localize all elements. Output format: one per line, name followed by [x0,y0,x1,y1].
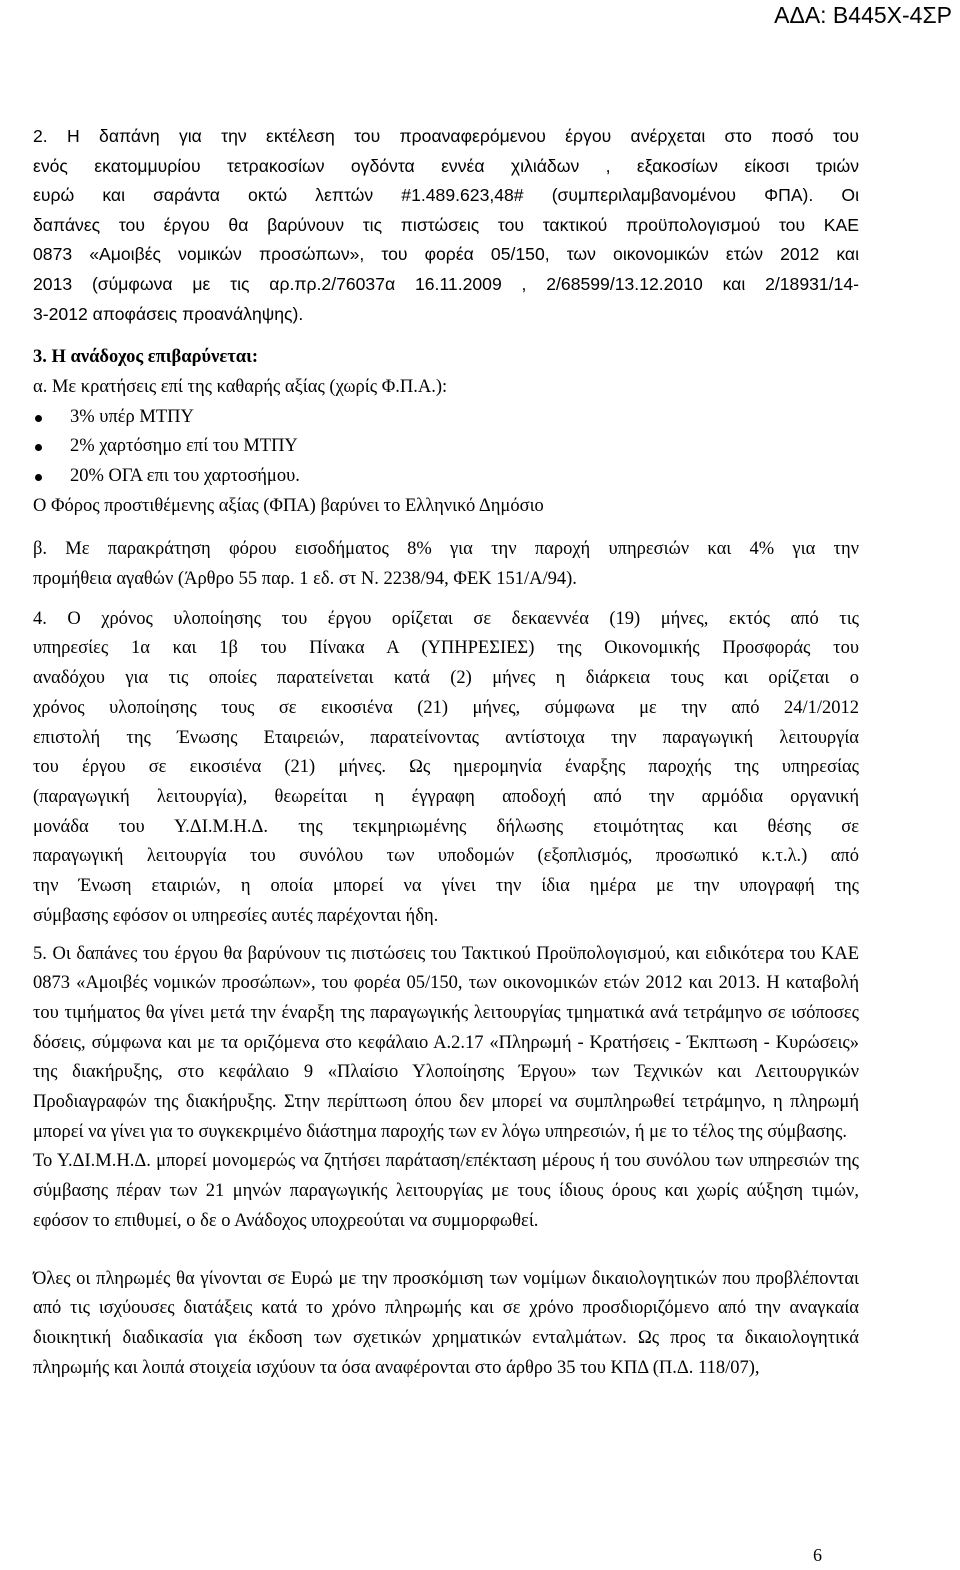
document-body [33,122,859,1383]
section-2-line: 3-2012 αποφάσεις προανάληψης). [33,303,304,324]
bullet-icon [35,444,42,451]
bullet-icon [35,474,42,481]
section-2-line: 2. Η δαπάνη για την εκτέλεση του προαναφερόμενου έργου ανέρχεται στο ποσό του [33,126,859,146]
list-item: 2% χαρτόσημο επί του ΜΤΠΥ [33,432,859,462]
vat-line: Ο Φόρος προστιθέμενης αξίας (ΦΠΑ) βαρύνει το Ελληνικό Δημόσιο [33,495,544,516]
section-2-line: ενός εκατομμυρίου τετρακοσίων ογδόντα εννέα χιλιάδων , εξακοσίων είκοσι τριών [33,155,859,176]
deductions-list [33,403,859,492]
page-number: 6 [813,1545,822,1565]
section-4-line: υπηρεσίες 1α και 1β του Πίνακα Α (ΥΠΗΡΕΣΙΕΣ) της Οικονομικής Προσφοράς του [33,638,859,659]
section-4-line: 4. Ο χρόνος υλοποίησης του έργου ορίζεται σε δεκαεννέα (19) μήνες, εκτός από τις [33,608,859,629]
section-3-heading: 3. Η ανάδοχος επιβαρύνεται: [33,347,259,368]
section-4-line: την Ένωση εταιριών, η οποία μπορεί να γίνει την ίδια ημέρα με την υπογραφή της [33,876,859,897]
section-3a-intro: α. Με κρατήσεις επί της καθαρής αξίας (χωρίς Φ.Π.Α.): [33,376,448,397]
section-2-line: δαπάνες του έργου θα βαρύνουν τις πιστώσεις του τακτικού προϋπολογισμού του ΚΑΕ [33,214,859,235]
section-3b-line: προμήθεια αγαθών (Άρθρο 55 παρ. 1 εδ. στ Ν. 2238/94, ΦΕΚ 151/Α/94). [33,569,577,590]
section-2-line: 2013 (σύμφωνα με τις αρ.πρ.2/76037α 16.11.2009 , 2/68599/13.12.2010 και 2/18931/14- [33,273,859,294]
list-item: 3% υπέρ ΜΤΠΥ [33,403,859,433]
section-5: 5. Οι δαπάνες του έργου θα βαρύνουν τις πιστώσεις του Τακτικού Προϋπολογισμού, και ειδικότερα του ΚΑΕ 0873 «Αμοιβές νομικών προσώπων», του φορέα 05/150, των οικονομικών ετών 2012 και 2013. Η καταβολή του τιμήματος θα γίνει μετά την έναρξη της παραγωγικής λειτουργίας τμηματικά ανά τετράμηνο σε ισόποσες δόσεις, σύμφωνα και με τα οριζόμενα στο κεφάλαιο Α.2.17 «Πληρωμή - Κρατήσεις - Έκπτωση - Κυρώσεις» της διακήρυξης, στο κεφάλαιο 9 «Πλαίσιο Υλοποίησης Έργου» των Τεχνικών και Λειτουργικών Προδιαγραφών της διακήρυξης. Στην περίπτωση όπου δεν μπορεί να συμπληρωθεί τετράμηνο, η πληρωμή μπορεί να γίνει για το συγκεκριμένο διάστημα παροχής των εν λόγω υπηρεσιών, ή με το τέλος της σύμβασης. [33,943,859,1142]
section-4-line: αναδόχου για τις οποίες παρατείνεται κατά (2) μήνες η διάρκεια τους και ορίζεται ο [33,668,859,689]
ada-code: ΑΔΑ: Β445Χ-4ΣΡ [774,2,952,28]
list-item: 20% ΟΓΑ επι του χαρτοσήμου. [33,462,859,492]
section-4-line: παραγωγική λειτουργία του συνόλου των υποδομών (εξοπλισμός, προσωπικό κ.τ.λ.) από [33,846,859,867]
section-2 [33,122,859,329]
section-4-line: χρόνος υλοποίησης τους σε εικοσιένα (21) μήνες, σύμφωνα με την από 24/1/2012 [33,697,859,718]
section-4-line: (παραγωγική λειτουργία), θεωρείται η έγγραφη αποδοχή από την αρμόδια οργανική [33,787,859,807]
section-2-line: ευρώ και σαράντα οκτώ λεπτών #1.489.623,48# (συμπεριλαμβανομένου ΦΠΑ). Οι [33,185,859,206]
section-5-extension: Το Υ.ΔΙ.Μ.Η.Δ. μπορεί μονομερώς να ζητήσει παράταση/επέκταση μέρους ή του συνόλου των υπηρεσιών της σύμβασης πέραν των 21 μηνών παραγωγικής λειτουργίας με τους ίδιους όρους και χωρίς αύξηση τιμών, εφόσον το επιθυμεί, ο δε ο Ανάδοχος υποχρεούται να συμμορφωθεί. [33,1151,859,1231]
section-2-line: 0873 «Αμοιβές νομικών προσώπων», του φορέα 05/150, των οικονομικών ετών 2012 και [33,244,859,265]
section-4-line: του έργου σε εικοσιένα (21) μήνες. Ως ημερομηνία έναρξης παροχής της υπηρεσίας [33,757,859,778]
section-4-line: μονάδα του Υ.ΔΙ.Μ.Η.Δ. της τεκμηριωμένης δήλωσης ετοιμότητας και θέσης σε [33,816,859,837]
section-3b-line: β. Με παρακράτηση φόρου εισοδήματος 8% για την παροχή υπηρεσιών και 4% για την [33,539,859,560]
section-3b [33,535,859,594]
bullet-icon [35,415,42,422]
payments-paragraph: Όλες οι πληρωμές θα γίνονται σε Ευρώ με την προσκόμιση των νομίμων δικαιολογητικών που προβλέπονται από τις ισχύουσες διατάξεις κατά το χρόνο πληρωμής και σε χρόνο προσδιοριζόμενο από την αναγκαία διοικητική διαδικασία για έκδοση των σχετικών χρηματικών ενταλμάτων. Ως προς τα δικαιολογητικά πληρωμής και λοιπά στοιχεία ισχύουν τα όσα αναφέρονται στο άρθρο 35 του ΚΠΔ (Π.Δ. 118/07), [33,1268,859,1378]
section-4-line: επιστολή της Ένωσης Εταιρειών, παρατείνοντας αντίστοιχα την παραγωγική λειτουργία [33,727,859,748]
section-4-line: σύμβασης εφόσον οι υπηρεσίες αυτές παρέχονται ήδη. [33,905,439,926]
section-4 [33,605,859,932]
